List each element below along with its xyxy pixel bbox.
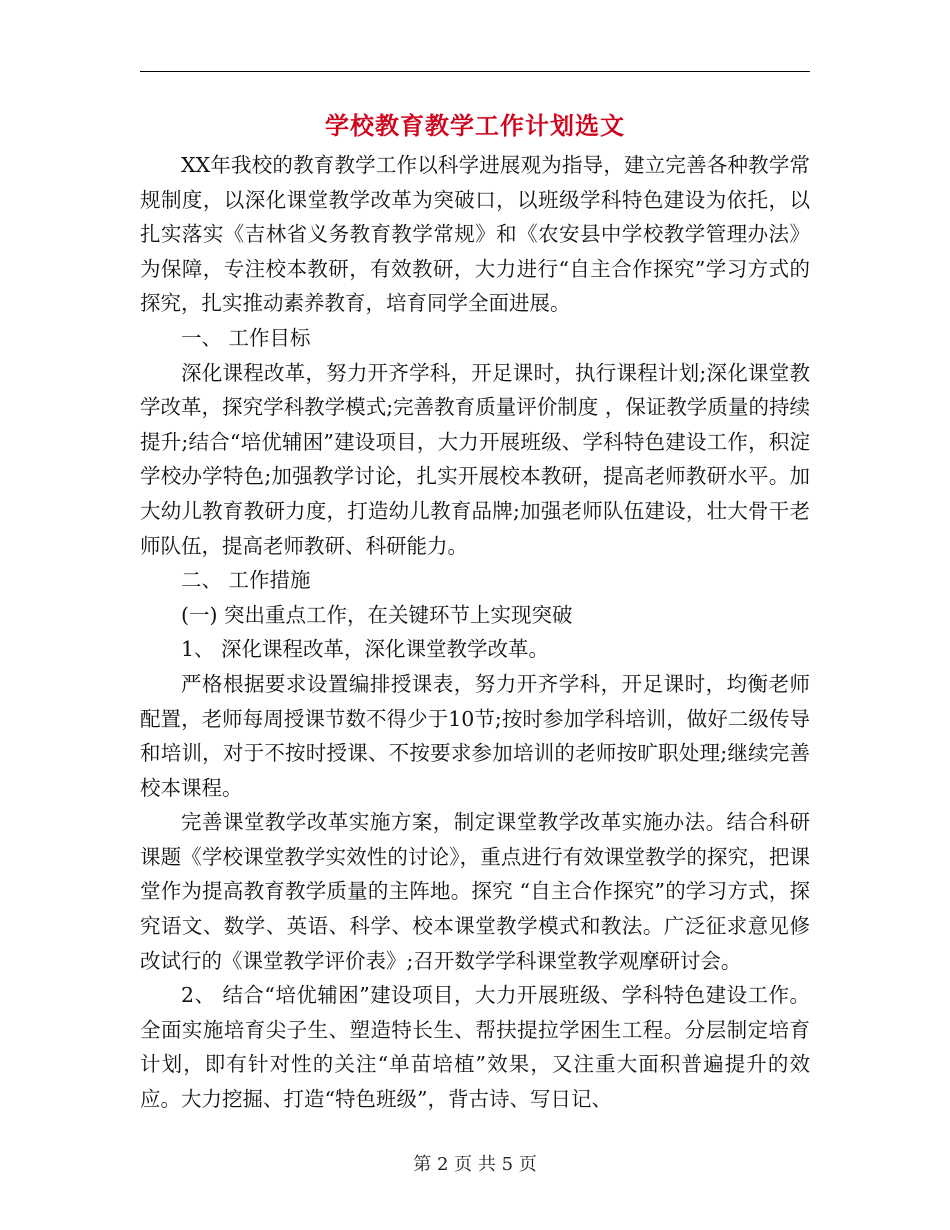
document-body — [140, 148, 810, 1117]
header-rule — [140, 71, 810, 72]
document-title: 学校教育教学工作计划选文 — [325, 111, 625, 140]
item-heading-1: 1、 深化课程改革，深化课堂教学改革。 — [181, 637, 550, 662]
paragraph-goals: 深化课程改革，努力开齐学科，开足课时，执行课程计划;深化课堂教学改革，探究学科教学模式;完善教育质量评价制度 ，保证教学质量的持续提升;结合“培优辅困”建设项目，大力开展班级、学科特色建设工作，积淀学校办学特色;加强教学讨论，扎实开展校本教研，提高老师教研水平。加大幼儿教育教研力度，打造幼儿教育品牌;加强老师队伍建设，壮大骨干老师队伍，提高老师教研、科研能力。 — [140, 360, 810, 558]
paragraph-intro: XX年我校的教育教学工作以科学进展观为指导，建立完善各种教学常规制度，以深化课堂教学改革为突破口，以班级学科特色建设为依托，以扎实落实《吉林省义务教育教学常规》和《农安县中学校教学管理办法》为保障，专注校本教研，有效教研，大力进行“自主合作探究”学习方式的探究，扎实推动素养教育，培育同学全面进展。 — [140, 153, 810, 316]
paragraph-classroom-reform: 完善课堂教学改革实施方案，制定课堂教学改革实施办法。结合科研课题《学校课堂教学实效性的讨论》，重点进行有效课堂教学的探究，把课堂作为提高教育教学质量的主阵地。探究 “自主合作探究”的学习方式，探究语文、数学、英语、科学、校本课堂教学模式和教法。广泛征求意见修改试行的《课堂教学评价表》;召开数学学科课堂教学观摩研讨会。 — [140, 810, 810, 973]
heading-measures: 二、 工作措施 — [181, 568, 311, 593]
paragraph-item-2: 2、 结合“培优辅困”建设项目，大力开展班级、学科特色建设工作。全面实施培育尖子生、塑造特长生、帮扶提拉学困生工程。分层制定培育计划，即有针对性的关注“单苗培植”效果，又注重大面积普遍提升的效应。大力挖掘、打造“特色班级”，背古诗、写日记、 — [140, 983, 810, 1112]
subheading-key-work: (一) 突出重点工作，在关键环节上实现突破 — [181, 602, 573, 627]
heading-goals: 一、 工作目标 — [181, 325, 311, 350]
page-number: 第 2 页 共 5 页 — [413, 1154, 537, 1175]
paragraph-curriculum: 严格根据要求设置编排授课表，努力开齐学科，开足课时，均衡老师配置，老师每周授课节数不得少于10节;按时参加学科培训，做好二级传导和培训，对于不按时授课、不按要求参加培训的老师按旷职处理;继续完善校本课程。 — [140, 671, 810, 800]
